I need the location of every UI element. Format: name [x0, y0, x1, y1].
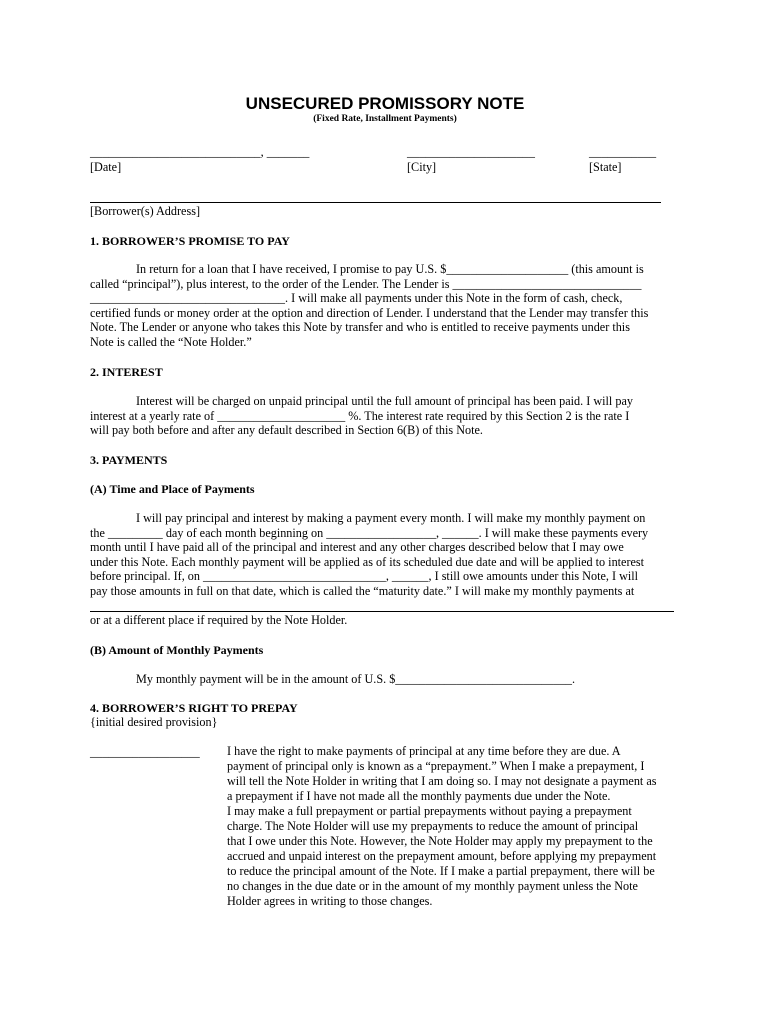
text-line: interest at a yearly rate of _____________________ %. The interest rate required by this Section 2 is the rate I [90, 408, 630, 423]
city-blank[interactable]: _____________________ [407, 145, 535, 159]
state-label: [State] [589, 160, 622, 174]
section-1-heading: 1. BORROWER’S PROMISE TO PAY [90, 234, 290, 248]
text-line: to reduce the principal amount of the Note. If I make a partial prepayment, there will be [227, 864, 655, 878]
text-line: certified funds or money order at the option and direction of Lender. I understand that the Lender may transfer this [90, 305, 649, 320]
document-subtitle: (Fixed Rate, Installment Payments) [313, 114, 457, 124]
text-line: Interest will be charged on unpaid principal until the full amount of principal has been paid. I will pay [136, 394, 633, 408]
section-4-heading: 4. BORROWER’S RIGHT TO PREPAY [90, 701, 298, 715]
text-line: called “principal”), plus interest, to the order of the Lender. The Lender is _______________________________ [90, 276, 642, 291]
monthly-payment-text: My monthly payment will be in the amount of U.S. $_____________________________. [136, 672, 576, 686]
text-line: that I owe under this Note. However, the Note Holder may apply my prepayment to the [227, 834, 653, 848]
text-line: payment of principal only is known as a “prepayment.” When I make a prepayment, I [227, 759, 645, 773]
section-3a-heading: (A) Time and Place of Payments [90, 482, 255, 496]
text-line: Holder agrees in writing to those changes. [227, 894, 433, 908]
date-blank[interactable]: ____________________________, _______ [90, 145, 310, 159]
text-line: month until I have paid all of the principal and interest and any other charges described below that I may owe [90, 540, 624, 555]
section-2-heading: 2. INTEREST [90, 365, 163, 379]
text-line: the _________ day of each month beginning on __________________, ______. I will make these payments every [90, 525, 649, 540]
text-line: no changes in the due date or in the amount of my monthly payment unless the Note [227, 879, 638, 893]
address-label: [Borrower(s) Address] [90, 204, 200, 218]
state-blank[interactable]: ___________ [589, 145, 657, 159]
date-label: [Date] [90, 160, 122, 174]
initial-provision-note: {initial desired provision} [90, 715, 218, 729]
text-line: In return for a loan that I have received, I promise to pay U.S. $____________________ (this amount is [136, 262, 644, 276]
document-title: UNSECURED PROMISSORY NOTE [245, 94, 525, 113]
text-line: I have the right to make payments of principal at any time before they are due. A [227, 744, 621, 758]
text-line: ________________________________. I will make all payments under this Note in the form of cash, check, [90, 291, 623, 306]
section-4-body [227, 744, 687, 909]
section-3a-body [90, 511, 682, 599]
initial-blank[interactable]: __________________ [90, 745, 200, 759]
text-line: accrued and unpaid interest on the prepayment amount, before applying my prepayment [227, 849, 657, 863]
text-line: under this Note. Each monthly payment will be applied as of its scheduled due date and will be applied to interest [90, 554, 645, 569]
text-line: Note is called the “Note Holder.” [90, 334, 252, 349]
section-3a-after-line: or at a different place if required by the Note Holder. [90, 613, 348, 627]
section-3b-heading: (B) Amount of Monthly Payments [90, 643, 264, 657]
text-line: before principal. If, on ______________________________, ______, I still owe amounts under this Note, I will [90, 569, 639, 584]
text-line: charge. The Note Holder will use my prepayments to reduce the amount of principal [227, 819, 639, 833]
text-line: I may make a full prepayment or partial prepayments without paying a prepayment [227, 804, 632, 818]
section-2-body [90, 394, 682, 438]
section-3-heading: 3. PAYMENTS [90, 453, 168, 467]
payment-place-line[interactable] [90, 611, 674, 612]
text-line: will pay both before and after any default described in Section 6(B) of this Note. [90, 423, 483, 438]
text-line: pay those amounts in full on that date, which is called the “maturity date.” I will make my monthly payments at [90, 583, 635, 598]
text-line: Note. The Lender or anyone who takes this Note by transfer and who is entitled to receive payments under this [90, 320, 630, 335]
city-label: [City] [407, 160, 437, 174]
text-line: a prepayment if I have not made all the monthly payments due under the Note. [227, 789, 611, 803]
text-line: I will pay principal and interest by making a payment every month. I will make my monthly payment on [136, 511, 646, 525]
address-line[interactable] [90, 202, 661, 203]
text-line: will tell the Note Holder in writing that I am doing so. I may not designate a payment as [227, 774, 657, 788]
section-1-body [90, 262, 682, 350]
